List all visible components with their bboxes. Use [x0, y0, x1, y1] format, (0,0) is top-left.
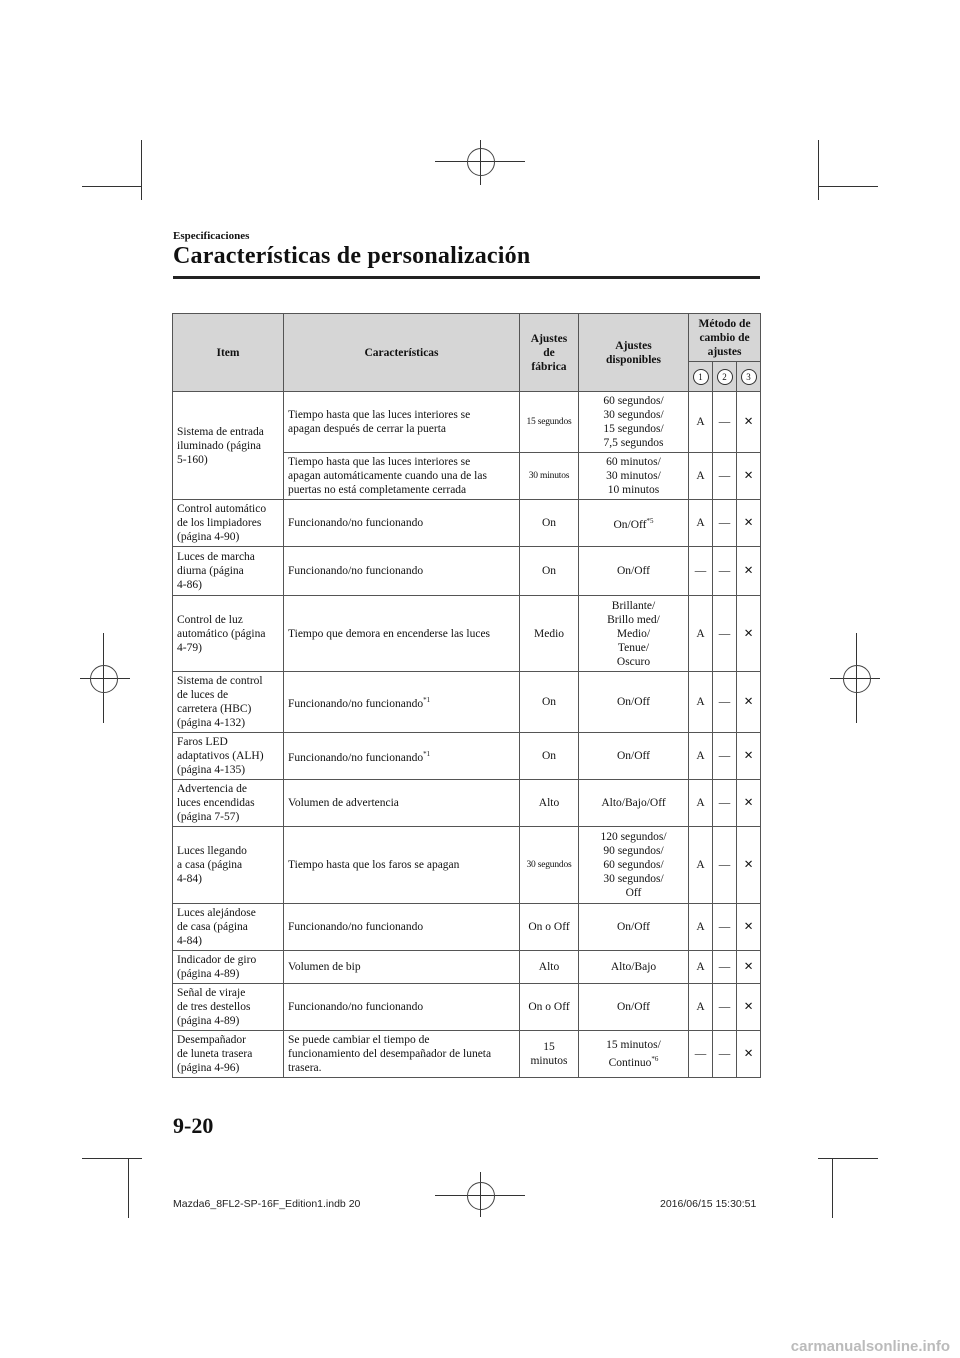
method-2-cell: — [713, 392, 737, 453]
item-cell: Sistema de control de luces de carretera (HBC) (página 4-132) [173, 672, 284, 733]
x-icon: ✕ [737, 984, 761, 1031]
method-2-cell: — [713, 547, 737, 596]
feature-cell: Tiempo hasta que los faros se apagan [284, 827, 520, 904]
x-icon: ✕ [737, 392, 761, 453]
table-row [173, 780, 761, 827]
table-row [173, 827, 761, 904]
feature-cell: Funcionando/no funcionando [284, 984, 520, 1031]
available-cell: 120 segundos/ 90 segundos/ 60 segundos/ 30 segundos/ Off [579, 827, 689, 904]
item-cell: Control de luz automático (página 4-79) [173, 596, 284, 672]
circle-1-icon: 1 [693, 369, 709, 385]
method-1-cell: A [689, 780, 713, 827]
factory-cell: 30 minutos [520, 453, 579, 500]
available-cell: 60 minutos/ 30 minutos/ 10 minutos [579, 453, 689, 500]
item-cell: Sistema de entrada iluminado (página 5-160) [173, 392, 284, 500]
available-text: 15 minutos/ Continuo [606, 1039, 661, 1069]
x-icon: ✕ [737, 547, 761, 596]
item-cell: Faros LED adaptativos (ALH) (página 4-135) [173, 733, 284, 780]
available-cell: Alto/Bajo [579, 951, 689, 984]
feature-cell: Se puede cambiar el tiempo de funcionamiento del desempañador de luneta trasera. [284, 1031, 520, 1078]
item-cell: Luces de marcha diurna (página 4-86) [173, 547, 284, 596]
feature-cell [284, 672, 520, 733]
method-2-cell: — [713, 951, 737, 984]
factory-cell: On o Off [520, 904, 579, 951]
method-1-cell: A [689, 672, 713, 733]
header-method: Método de cambio de ajustes [689, 314, 761, 362]
factory-cell: On [520, 547, 579, 596]
item-cell: Señal de viraje de tres destellos (página 4-89) [173, 984, 284, 1031]
footnote-marker: *6 [651, 1055, 659, 1064]
table-row [173, 951, 761, 984]
header-available: Ajustes disponibles [579, 314, 689, 392]
table-row [173, 733, 761, 780]
available-cell: Brillante/ Brillo med/ Medio/ Tenue/ Oscuro [579, 596, 689, 672]
method-col-2 [713, 362, 737, 392]
method-1-cell: A [689, 827, 713, 904]
feature-cell [284, 733, 520, 780]
method-2-cell: — [713, 733, 737, 780]
settings-table [172, 313, 761, 1078]
factory-cell: On [520, 733, 579, 780]
footnote-marker: *1 [423, 696, 431, 705]
method-1-cell: A [689, 500, 713, 547]
available-text: On/Off [613, 518, 647, 531]
feature-text: Funcionando/no funcionando [288, 751, 424, 764]
section-label: Especificaciones [173, 230, 250, 242]
table-row [173, 672, 761, 733]
method-1-cell: — [689, 547, 713, 596]
factory-cell: On [520, 672, 579, 733]
method-1-cell: — [689, 1031, 713, 1078]
item-cell: Control automático de los limpiadores (página 4-90) [173, 500, 284, 547]
page-title: Características de personalización [173, 243, 531, 269]
method-2-cell: — [713, 672, 737, 733]
circle-3-icon: 3 [741, 369, 757, 385]
x-icon: ✕ [737, 1031, 761, 1078]
available-cell: 60 segundos/ 30 segundos/ 15 segundos/ 7,5 segundos [579, 392, 689, 453]
method-1-cell: A [689, 984, 713, 1031]
circle-2-icon: 2 [717, 369, 733, 385]
feature-cell: Funcionando/no funcionando [284, 547, 520, 596]
footer-timestamp: 2016/06/15 15:30:51 [660, 1198, 757, 1210]
factory-cell: Alto [520, 780, 579, 827]
table-row [173, 547, 761, 596]
footnote-marker: *1 [423, 750, 431, 759]
item-cell: Luces alejándose de casa (página 4-84) [173, 904, 284, 951]
item-cell: Indicador de giro (página 4-89) [173, 951, 284, 984]
method-1-cell: A [689, 951, 713, 984]
x-icon: ✕ [737, 827, 761, 904]
feature-cell: Funcionando/no funcionando [284, 500, 520, 547]
method-col-1 [689, 362, 713, 392]
header-item: Item [173, 314, 284, 392]
method-2-cell: — [713, 904, 737, 951]
feature-cell: Funcionando/no funcionando [284, 904, 520, 951]
method-2-cell: — [713, 453, 737, 500]
factory-cell: On [520, 500, 579, 547]
method-2-cell: — [713, 780, 737, 827]
factory-cell: 15 segundos [520, 392, 579, 453]
method-1-cell: A [689, 453, 713, 500]
available-cell: On/Off [579, 984, 689, 1031]
feature-cell: Volumen de advertencia [284, 780, 520, 827]
available-cell: On/Off [579, 672, 689, 733]
item-cell: Desempañador de luneta trasera (página 4-96) [173, 1031, 284, 1078]
method-1-cell: A [689, 596, 713, 672]
header-factory: Ajustes de fábrica [520, 314, 579, 392]
x-icon: ✕ [737, 733, 761, 780]
method-1-cell: A [689, 733, 713, 780]
feature-text: Funcionando/no funcionando [288, 697, 424, 710]
header-feature: Características [284, 314, 520, 392]
table-row [173, 500, 761, 547]
method-2-cell: — [713, 984, 737, 1031]
feature-cell: Tiempo hasta que las luces interiores se apagan automáticamente cuando una de las puertas no está completamente cerrada [284, 453, 520, 500]
feature-cell: Volumen de bip [284, 951, 520, 984]
item-cell: Advertencia de luces encendidas (página 7-57) [173, 780, 284, 827]
x-icon: ✕ [737, 453, 761, 500]
table-row [173, 904, 761, 951]
feature-cell: Tiempo que demora en encenderse las luces [284, 596, 520, 672]
available-cell: On/Off [579, 904, 689, 951]
x-icon: ✕ [737, 904, 761, 951]
factory-cell: Medio [520, 596, 579, 672]
factory-cell: 30 segundos [520, 827, 579, 904]
method-2-cell: — [713, 1031, 737, 1078]
method-2-cell: — [713, 500, 737, 547]
footnote-marker: *5 [646, 517, 654, 526]
available-cell: Alto/Bajo/Off [579, 780, 689, 827]
factory-cell: On o Off [520, 984, 579, 1031]
table-row [173, 392, 761, 453]
watermark: carmanualsonline.info [790, 1338, 950, 1355]
available-cell: On/Off [579, 733, 689, 780]
method-1-cell: A [689, 904, 713, 951]
available-cell: On/Off [579, 547, 689, 596]
factory-cell: Alto [520, 951, 579, 984]
available-cell [579, 500, 689, 547]
x-icon: ✕ [737, 596, 761, 672]
table-row [173, 984, 761, 1031]
factory-cell: 15 minutos [520, 1031, 579, 1078]
feature-cell: Tiempo hasta que las luces interiores se apagan después de cerrar la puerta [284, 392, 520, 453]
page-number: 9-20 [173, 1113, 214, 1138]
method-col-3 [737, 362, 761, 392]
x-icon: ✕ [737, 672, 761, 733]
method-2-cell: — [713, 827, 737, 904]
available-cell [579, 1031, 689, 1078]
table-row [173, 596, 761, 672]
x-icon: ✕ [737, 780, 761, 827]
item-cell: Luces llegando a casa (página 4-84) [173, 827, 284, 904]
method-2-cell: — [713, 596, 737, 672]
x-icon: ✕ [737, 500, 761, 547]
table-row [173, 1031, 761, 1078]
method-1-cell: A [689, 392, 713, 453]
x-icon: ✕ [737, 951, 761, 984]
footer-filename: Mazda6_8FL2-SP-16F_Edition1.indb 20 [173, 1198, 361, 1210]
title-rule [173, 276, 760, 279]
